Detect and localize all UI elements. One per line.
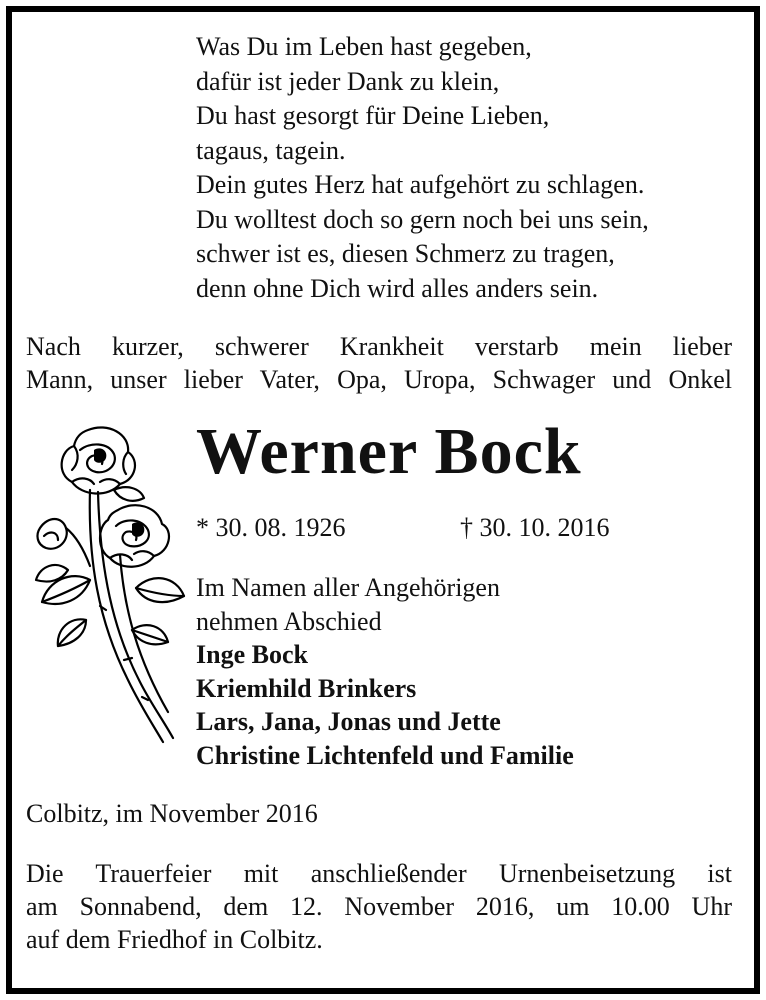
funeral-info	[26, 857, 732, 956]
poem-line: tagaus, tagein.	[196, 135, 346, 165]
funeral-line: am Sonnabend, dem 12. November 2016, um 10.00 Uhr	[26, 892, 732, 921]
poem-line: denn ohne Dich wird alles anders sein.	[196, 273, 599, 303]
poem-line: schwer ist es, diesen Schmerz zu tragen,	[196, 239, 615, 268]
funeral-line: auf dem Friedhof in Colbitz.	[26, 925, 323, 954]
poem-line: dafür ist jeder Dank zu klein,	[196, 66, 500, 96]
mourner-name: Lars, Jana, Jonas und Jette	[196, 707, 501, 736]
mourner-name: Kriemhild Brinkers	[196, 673, 417, 703]
deceased-name: Werner Bock	[196, 415, 582, 488]
poem-line: Dein gutes Herz hat aufgehört zu schlagen.	[196, 170, 645, 199]
poem-line: Du wolltest doch so gern noch bei uns sein,	[196, 204, 649, 234]
funeral-line: Die Trauerfeier mit anschließender Urnenbeisetzung ist	[26, 859, 732, 888]
poem-line: Du hast gesorgt für Deine Lieben,	[196, 101, 550, 130]
death-announcement	[26, 330, 732, 396]
mourner-name: Inge Bock	[196, 640, 308, 669]
announcement-line: Mann, unser lieber Vater, Opa, Uropa, Schwager und Onkel	[26, 365, 732, 394]
mourners-intro: nehmen Abschied	[196, 606, 382, 636]
mourner-name: Christine Lichtenfeld und Familie	[196, 740, 574, 770]
poem	[196, 30, 649, 306]
birth-date: * 30. 08. 1926	[196, 513, 346, 542]
mourners-intro: Im Namen aller Angehörigen	[196, 573, 500, 602]
death-date: † 30. 10. 2016	[460, 513, 610, 542]
announcement-line: Nach kurzer, schwerer Krankheit verstarb mein lieber	[26, 332, 732, 361]
mourners-block	[196, 571, 574, 772]
poem-line: Was Du im Leben hast gegeben,	[196, 32, 532, 61]
roses-icon	[28, 420, 188, 750]
place-date: Colbitz, im November 2016	[26, 799, 318, 828]
